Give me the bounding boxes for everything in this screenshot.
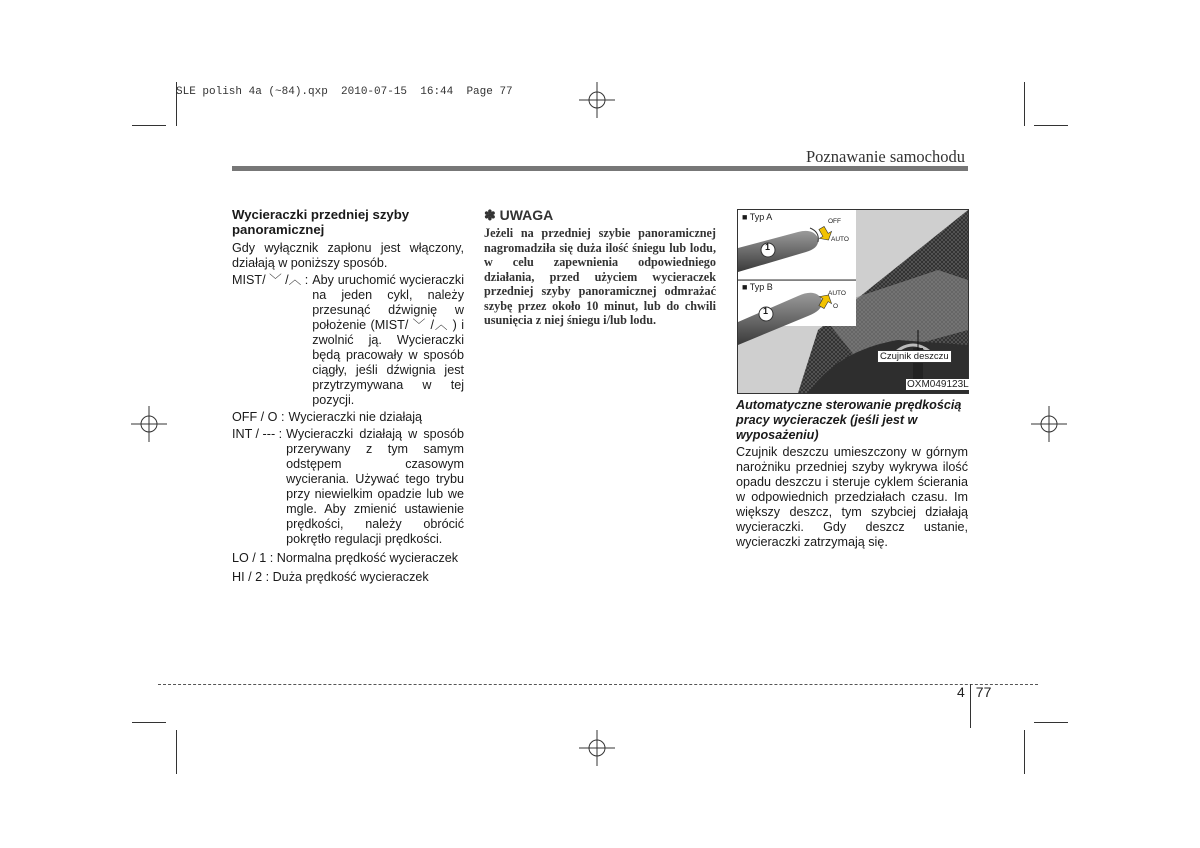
mode-term: OFF / O :: [232, 410, 285, 424]
type-b-label: ■ Typ B: [742, 282, 773, 292]
o-label: O: [833, 303, 839, 310]
mode-item-hi: HI / 2 : Duża prędkość wycieraczek: [232, 570, 429, 584]
section-title: Poznawanie samochodu: [806, 147, 965, 166]
auto-wiper-body: Czujnik deszczu umieszczony w górnym narożniku przedniej szyby wykrywa ilość opadu deszczu i steruje cyklem ścierania w odpowiednich przedziałach czasu. Im większy deszcz, tym szybciej działają wycieraczki. Gdy deszcz ustanie, wycieraczki zatrzymają się.: [736, 445, 968, 549]
mode-term: INT / --- :: [232, 427, 283, 441]
page-number-value: 77: [975, 684, 992, 700]
mode-desc: Wycieraczki działają w sposób przerywany z tym samym odstępem czasowym wycierania. Używać tego trybu przy niewielkim opadzie lub we mgle. Aby zmienić ustawienie prędkości, należy obrócić pokrętło regulacji prędkości.: [286, 427, 464, 546]
callout-1-a: 1: [765, 242, 771, 252]
mode-desc: Wycieraczki nie działają: [288, 410, 423, 424]
mode-desc: Aby uruchomić wycieraczki na jeden cykl, należy przesunąć dźwignię w położenie (MIST/ ﹀ /︿ ) i zwolnić ją. Wycieraczki będą pracowały w sposób ciągły, jeśli dźwignia jest przytrzymywana w tej pozycji.: [312, 273, 464, 407]
wiper-illustration: [738, 210, 968, 393]
crop-mark: [132, 722, 166, 723]
wiper-modes-column: [232, 207, 464, 585]
crop-mark: [176, 730, 177, 774]
page-number-divider: [970, 684, 971, 728]
mode-item-int: [232, 427, 464, 547]
mode-item-off: [232, 410, 464, 425]
mode-item-lo: LO / 1 : Normalna prędkość wycieraczek: [232, 551, 459, 565]
off-label: OFF: [828, 218, 841, 225]
warning-title: ✽ UWAGA: [484, 207, 554, 223]
rain-sensor-label: Czujnik deszczu: [877, 350, 952, 363]
page-number: [957, 684, 991, 728]
print-slug: SLE polish 4a (~84).qxp 2010-07-15 16:44 Page 77: [176, 86, 513, 98]
crop-mark: [1024, 730, 1025, 774]
crop-mark: [1034, 722, 1068, 723]
registration-mark-right: [1031, 406, 1067, 442]
auto-label-b: AUTO: [828, 290, 846, 297]
auto-wiper-column: [736, 398, 968, 550]
warning-box: [484, 207, 716, 328]
callout-1-b: 1: [763, 306, 769, 316]
mode-term: MIST/ ﹀ /︿ :: [232, 273, 309, 287]
footer-dotted-rule: [158, 684, 1038, 685]
auto-wiper-heading: Automatyczne sterowanie prędkością pracy wycieraczek (jeśli jest w wyposażeniu): [736, 398, 962, 442]
wiper-mode-list: [232, 273, 464, 547]
auto-label-a: AUTO: [831, 236, 849, 243]
type-a-label: ■ Typ A: [742, 212, 773, 222]
crop-mark: [132, 125, 166, 126]
wiper-intro: Gdy wyłącznik zapłonu jest włączony, działają w poniższy sposób.: [232, 241, 464, 270]
mode-item-mist: [232, 273, 464, 408]
chapter-number: 4: [957, 684, 965, 700]
registration-mark-left: [131, 406, 167, 442]
crop-mark: [1034, 125, 1068, 126]
warning-body: Jeżeli na przedniej szybie panoramicznej nagromadziła się duża ilość śniegu lub lodu, w celu zapewnienia odpowiedniego działania, przed użyciem wycieraczek przedniej szyby panoramicznej odmrażać szybę przez około 10 minut, lub do chwili usunięcia z niej śniegu i/lub lodu.: [484, 226, 716, 327]
registration-mark-top: [579, 82, 615, 118]
registration-mark-bottom: [579, 730, 615, 766]
figure-code: OXM049123L: [907, 379, 969, 390]
crop-mark: [1024, 82, 1025, 126]
header-rule: [232, 166, 968, 171]
wiper-figure: [737, 209, 969, 394]
wiper-heading: Wycieraczki przedniej szyby panoramicznej: [232, 207, 410, 237]
